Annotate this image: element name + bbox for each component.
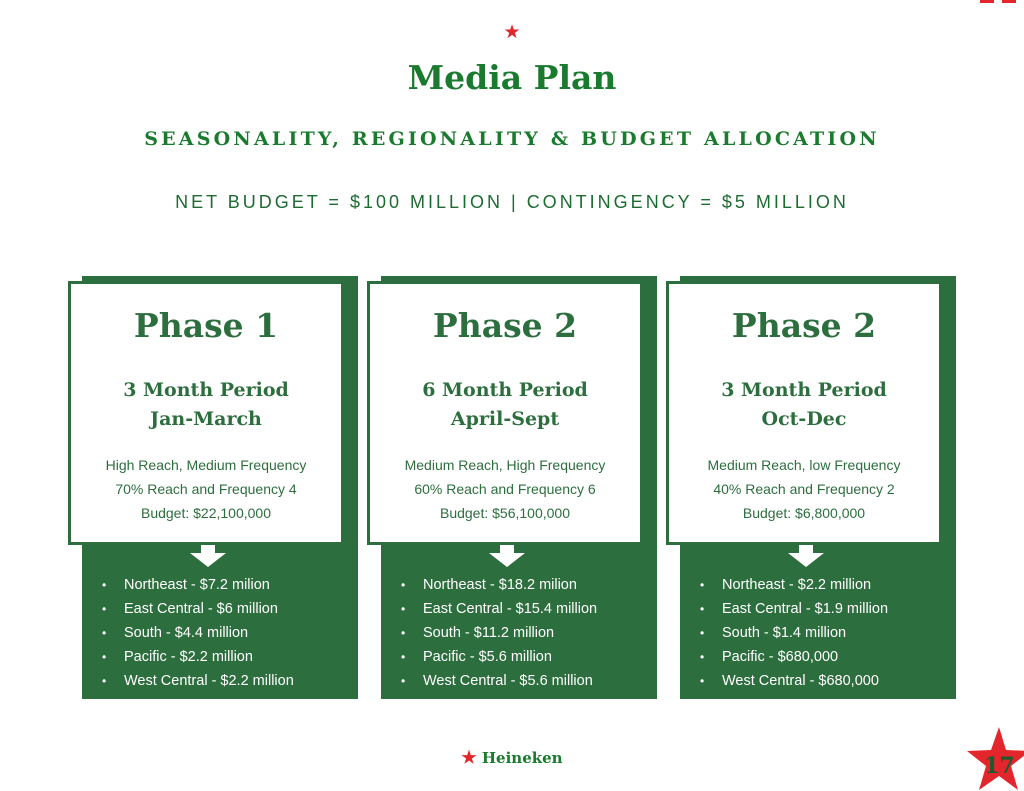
phase-budget: Budget: $6,800,000 [742, 505, 866, 521]
list-item: • South - $11.2 million [401, 621, 653, 645]
list-item: • Pacific - $2.2 million [102, 645, 354, 669]
reach-frequency-target: 40% Reach and Frequency 2 [713, 481, 895, 497]
phase-card [367, 281, 643, 545]
phase-budget: Budget: $22,100,000 [140, 505, 271, 521]
list-item: • East Central - $1.9 million [700, 597, 952, 621]
list-item: • West Central - $680,000 [700, 669, 952, 693]
budget-summary: NET BUDGET = $100 MILLION | CONTINGENCY = $5 MILLION [175, 192, 849, 212]
region-list [401, 573, 653, 693]
reach-frequency-level: Medium Reach, High Frequency [404, 457, 606, 473]
phase-panel-3 [666, 276, 956, 699]
list-item: • South - $4.4 million [102, 621, 354, 645]
page-subtitle: SEASONALITY, REGIONALITY & BUDGET ALLOCATION [144, 128, 880, 150]
phase-budget: Budget: $56,100,000 [439, 505, 570, 521]
list-item: • Pacific - $5.6 million [401, 645, 653, 669]
list-item: • Northeast - $7.2 milion [102, 573, 354, 597]
arrow-down-icon [788, 545, 824, 567]
region-list [700, 573, 952, 693]
period-length: 3 Month Period [123, 379, 289, 401]
list-item: • East Central - $15.4 million [401, 597, 653, 621]
page-title: Media Plan [407, 58, 617, 97]
phase-card [68, 281, 344, 545]
phase-panel-1 [68, 276, 358, 699]
phase-panel-2 [367, 276, 657, 699]
phase-title: Phase 2 [731, 306, 877, 345]
logo-text: Heineken [481, 749, 563, 767]
phase-details [370, 453, 640, 525]
list-item: • West Central - $2.2 million [102, 669, 354, 693]
phase-period [370, 376, 640, 434]
period-length: 3 Month Period [721, 379, 887, 401]
page-number-badge [958, 723, 1024, 791]
period-months: Jan-March [150, 408, 262, 430]
list-item: • South - $1.4 million [700, 621, 952, 645]
corner-decoration [976, 0, 1024, 4]
page-number: 17 [984, 753, 1015, 779]
phase-title: Phase 2 [432, 306, 578, 345]
phase-details [71, 453, 341, 525]
list-item: • East Central - $6 million [102, 597, 354, 621]
list-item: • West Central - $5.6 million [401, 669, 653, 693]
star-icon: ★ [503, 22, 521, 43]
heineken-logo [0, 748, 1024, 768]
reach-frequency-target: 70% Reach and Frequency 4 [115, 481, 297, 497]
phase-title: Phase 1 [133, 306, 279, 345]
list-item: • Pacific - $680,000 [700, 645, 952, 669]
phase-period [71, 376, 341, 434]
phase-card [666, 281, 942, 545]
arrow-down-icon [489, 545, 525, 567]
period-months: April-Sept [450, 408, 560, 430]
reach-frequency-level: Medium Reach, low Frequency [707, 457, 901, 473]
arrow-down-icon [190, 545, 226, 567]
phase-period [669, 376, 939, 434]
list-item: • Northeast - $18.2 milion [401, 573, 653, 597]
reach-frequency-level: High Reach, Medium Frequency [105, 457, 307, 473]
list-item: • Northeast - $2.2 million [700, 573, 952, 597]
period-months: Oct-Dec [761, 408, 847, 430]
region-list [102, 573, 354, 693]
star-icon: ★ [461, 748, 477, 768]
reach-frequency-target: 60% Reach and Frequency 6 [414, 481, 596, 497]
phase-details [669, 453, 939, 525]
period-length: 6 Month Period [422, 379, 588, 401]
